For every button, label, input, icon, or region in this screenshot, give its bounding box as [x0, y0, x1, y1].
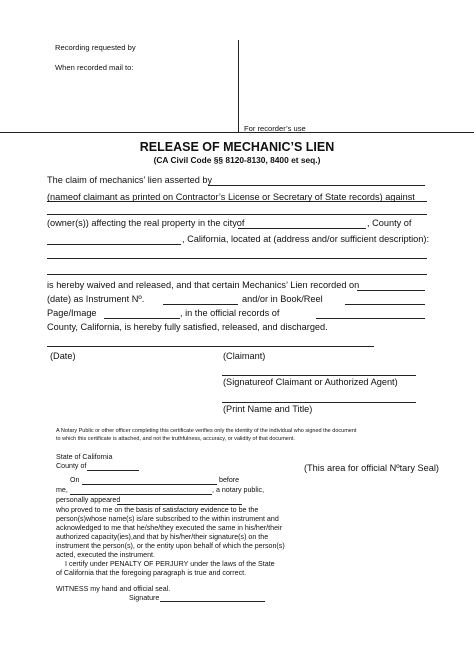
me-label: me,	[56, 486, 68, 494]
print-name-field[interactable]	[222, 402, 416, 403]
instrument-number-label: (date) as Instrument Nº.	[47, 294, 145, 304]
page-image-field[interactable]	[104, 318, 180, 319]
evidence-paragraph	[56, 506, 285, 559]
evidence-line: authorized capacity(ies),and that by his/her/their signature(s) on the	[56, 532, 269, 541]
on-label: On	[70, 476, 80, 484]
recorder-divider	[238, 40, 239, 132]
claimant-signature-field[interactable]	[222, 375, 416, 376]
claimant-name-field[interactable]	[208, 185, 425, 186]
address-label: , California, located at (address and/or sufficient description):	[182, 234, 429, 244]
page-image-label: Page/Image	[47, 308, 97, 318]
recorder-rule	[0, 132, 474, 133]
instrument-number-field[interactable]	[163, 304, 238, 305]
county-of-notary-label: County of	[56, 462, 87, 470]
perjury-paragraph	[56, 560, 275, 578]
owner-city-label: (owner(s)) affecting the real property in the cityof	[47, 218, 245, 228]
official-records-county-field[interactable]	[316, 318, 425, 319]
personally-appeared-label: personally appeared	[56, 496, 121, 504]
book-reel-label: and/or in Book/Reel	[242, 294, 323, 304]
notary-notice-line: A Notary Public or other officer completing this certificate verifies only the identity of the individual who signed the document	[56, 428, 357, 434]
signature-top-rule	[47, 346, 374, 347]
evidence-line: person(s)whose name(s) is/are subscribed to the within instrument and	[56, 514, 279, 523]
personally-appeared-field[interactable]	[117, 504, 242, 505]
on-date-field[interactable]	[82, 484, 217, 485]
notary-name-field[interactable]	[70, 494, 212, 495]
address-line-1-field[interactable]	[47, 258, 427, 259]
evidence-line: acted, executed the instrument.	[56, 550, 155, 559]
claimant-name-note: (nameof claimant as printed on Contractor’s License or Secretary of State records) against	[47, 192, 415, 202]
notary-notice	[56, 427, 356, 443]
witness-label: WITNESS my hand and official seal.	[56, 585, 171, 593]
perjury-line: of California that the foregoing paragraph is true and correct.	[56, 568, 247, 577]
satisfied-statement: County, California, is hereby fully satisfied, released, and discharged.	[47, 322, 328, 332]
claim-asserted-label: The claim of mechanics’ lien asserted by	[47, 175, 213, 185]
notary-notice-line: to which this certificate is attached, and not the truthfulness, accuracy, or validity of that document.	[56, 436, 295, 442]
official-records-label: , in the official records of	[180, 308, 280, 318]
evidence-line: acknowledged to me that he/she/they executed the same in his/her/their	[56, 523, 282, 532]
owner-line-field[interactable]	[47, 214, 427, 215]
county-of-label: , County of	[367, 218, 412, 228]
notary-county-field[interactable]	[87, 470, 139, 471]
waived-released-label: is hereby waived and released, and that certain Mechanics’ Lien recorded on	[47, 280, 360, 290]
signature-label: (Signatureof Claimant or Authorized Agent)	[223, 377, 398, 387]
city-field[interactable]	[238, 228, 366, 229]
evidence-line: who proved to me on the basis of satisfactory evidence to be the	[56, 506, 259, 514]
notary-signature-label: Signature	[129, 594, 160, 602]
perjury-line: I certify under PENALTY OF PERJURY under the laws of the State	[65, 560, 275, 568]
page-subtitle: (CA Civil Code §§ 8120-8130, 8400 et seq.)	[153, 155, 321, 165]
page-title: RELEASE OF MECHANIC’S LIEN	[139, 140, 335, 154]
recorder-use-label: For recorder’s use	[244, 124, 306, 133]
address-line-2-field[interactable]	[47, 274, 427, 275]
recorded-date-field[interactable]	[357, 290, 425, 291]
before-label: before	[219, 476, 240, 484]
notary-signature-field[interactable]	[160, 601, 265, 602]
book-reel-field[interactable]	[345, 304, 425, 305]
claimant-label: (Claimant)	[223, 351, 266, 361]
recording-requested-label: Recording requested by	[55, 43, 136, 52]
mail-to-label: When recorded mail to:	[55, 63, 134, 72]
evidence-line: instrument the person(s), or the entity upon behalf of which the person(s)	[56, 541, 285, 550]
notary-seal-area: (This area for official Nºtary Seal)	[304, 463, 439, 473]
date-label: (Date)	[50, 351, 76, 361]
notary-public-label: , a notary public,	[212, 486, 265, 494]
county-field[interactable]	[47, 244, 181, 245]
print-name-label: (Print Name and Title)	[223, 404, 313, 414]
state-label: State of California	[56, 453, 113, 461]
